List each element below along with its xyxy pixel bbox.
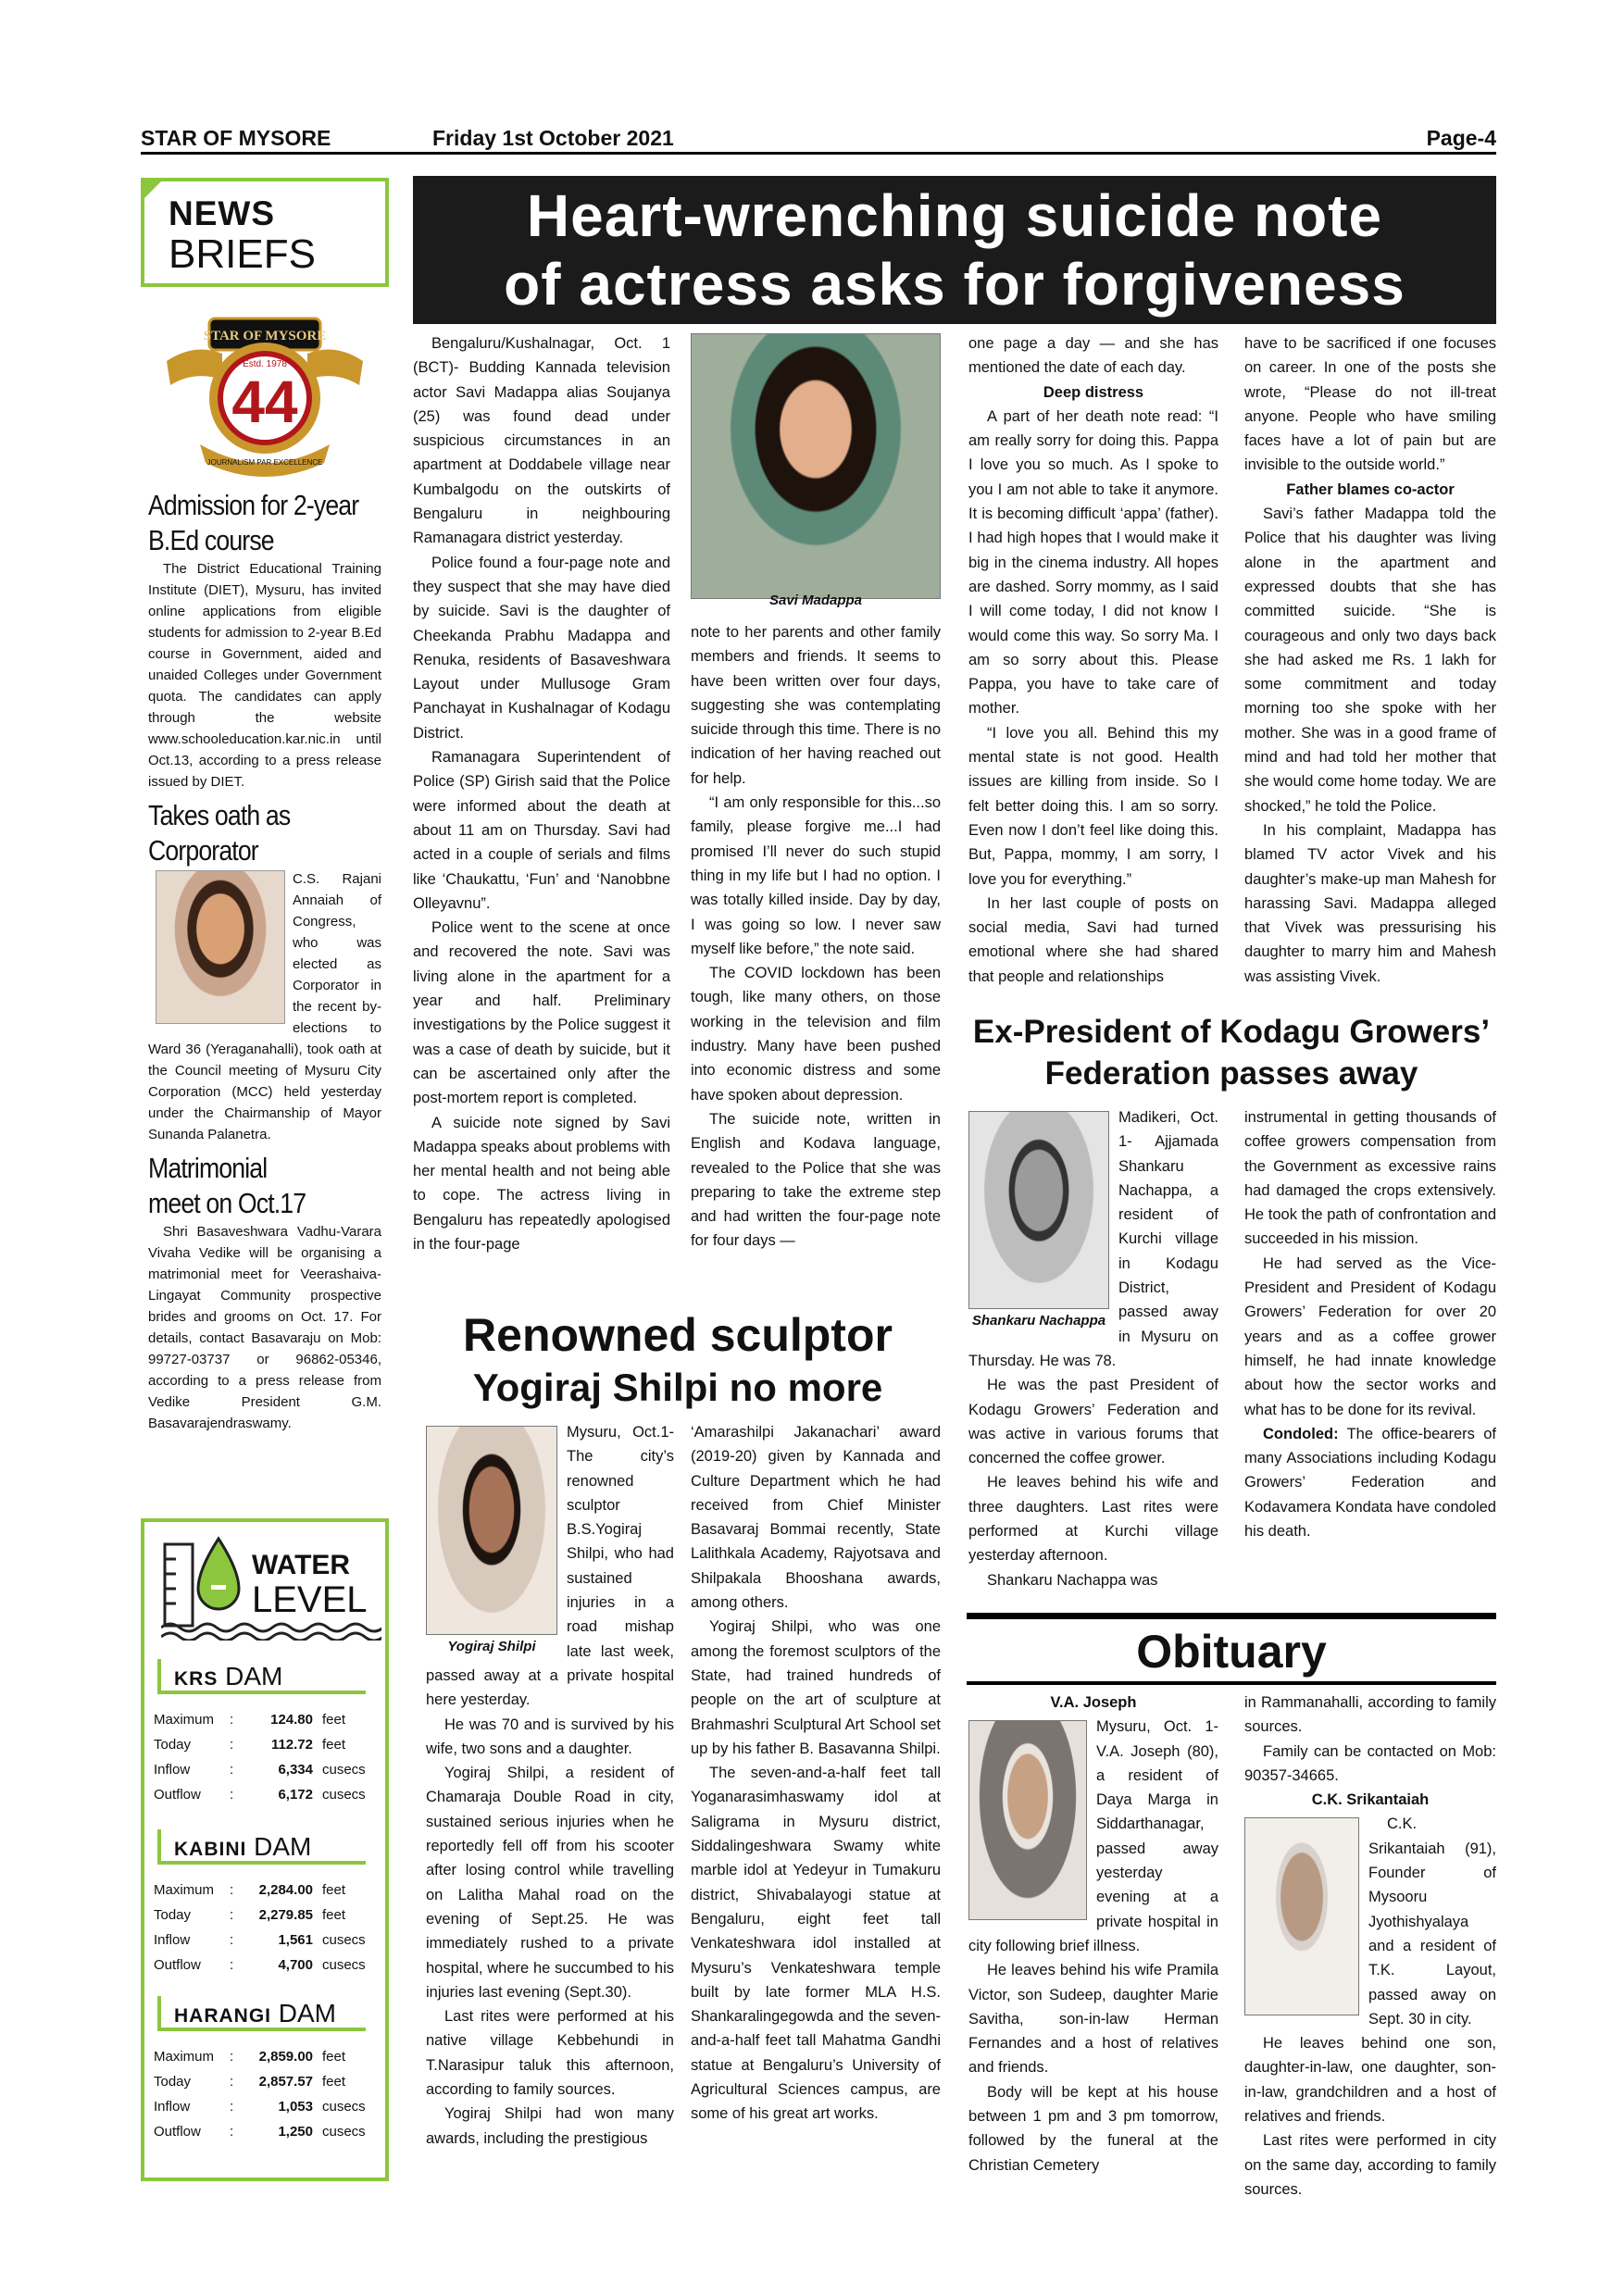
sculptor-subheadline: Yogiraj Shilpi no more (472, 1366, 883, 1409)
krs-dam (144, 1659, 385, 1807)
harangi-dam (144, 1996, 385, 2144)
dam-title: KABINI DAM (157, 1829, 366, 1865)
subhead-deep-distress: Deep distress (1043, 383, 1144, 401)
obituary-col-1: V.A. Joseph Mysuru, Oct. 1- V.A. Joseph (80), a resident of Daya Marga in Siddarthanagar, passed away yesterday evening at a private hospital in city following brief illness. He leaves behind his wife Pramila Victor, son Sudeep, daughter Marie Savitha, son-in-law Herman Fernandes and a host of relatives and friends. Body will be kept at his house between 1 pm and 3 pm tomorrow, followed by the funeral at the Christian Cemetery (968, 1691, 1218, 2177)
lead-col-3: one page a day — and she has mentioned the date of each day. Deep distress A part of her death note read: “I am really sorry for doing this. Pappa I love you so much. As I spoke to you I am not able to take it anymore. It is becoming difficult ‘appa’ (father). I had high hopes that I would make it big in the cinema industry. All hopes are dashed. Sorry mommy, as I said I will come today, I did not know I would come this way. So sorry Ma. I am so sorry about this. Please Pappa, you have to take care of mother. “I love you all. Behind this my mental state is not good. Health issues are killing from inside. So I felt better doing this. I am so sorry. Even now I don’t feel like doing this. But, Pappa, mommy, I am sorry, I love you for everything.” In her last couple of posts on social media, Savi had turned emotional where she had shared that people and relationships (968, 335, 1218, 985)
logo-estd: Estd. 1978 (243, 359, 287, 369)
photo-caption: Savi Madappa (768, 593, 863, 608)
kodagu-col-2: instrumental in getting thousands of coffee growers compensation from the Government as excessive rains had damaged the crops extensively. He took the path of confrontation and succeeded in his mission. He had served as the Vice-President and President of Kodagu Growers’ Federation for over 20 years and as a coffee grower himself, he had innate knowledge about how the sector works and what has to be done for its revival. Condoled: The office-bearers of many Associations including Kodagu Growers’ Federation and Kodavamera Kondata have condoled his death. (1244, 1109, 1496, 1541)
level-label: LEVEL (252, 1579, 368, 1620)
briefs-column (148, 486, 381, 1434)
dam-table (154, 1878, 366, 1978)
lead-col-4: have to be sacrificed if one focuses on career. In one of the posts she wrote, “Please do not ill-treat anyone. People who have smiling faces have a lot of pain but are invisible to the outside world.” Father blames co-actor Savi’s father Madappa told the Police that his daughter was living alone in the apartment and expressed doubts that she has committed suicide. “She is courageous and only two days back she had asked me Rs. 1 lakh for some commitment and today morning too she spoke with her mother. She was in a good frame of mind and had told her mother that she would come home today. We are shocked,” he told the Police. In his complaint, Madappa has blamed TV actor Vivek and his daughter’s make-up man Mahesh for harassing Savi. Madappa alleged that Vivek was pressurising his daughter to marry him and Mahesh was assisting Vivek. (1244, 335, 1496, 985)
brief1-title: Admission for 2-year B.Ed course (148, 489, 359, 556)
srikantaiah-photo (1244, 1817, 1359, 2015)
anniversary-logo (157, 306, 372, 481)
news-briefs-header (141, 178, 389, 287)
table-row: Maximum : 124.80 feet (154, 1712, 346, 1728)
savi-madappa-photo (691, 333, 941, 599)
obituary-col-2: in Rammanahalli, according to family sources. Family can be contacted on Mob: 90357-34665. C.K. Srikantaiah C.K. Srikantaiah (91), Founder of Mysooru Jyothishyalaya and a resident of T.K. Layout, passed away on Sept. 30 in city. He leaves behind one son, daughter-in-law, one daughter, son-in-law, grandchildren and a host of relatives and friends. Last rites were performed in city on the same day, according to family sources. (1244, 1694, 1496, 2198)
logo-title: STAR OF MYSORE (203, 329, 327, 343)
sculptor-headline: Renowned sculptor (463, 1309, 893, 1361)
page-number: Page-4 (1426, 126, 1496, 150)
news-label: NEWS (169, 194, 275, 232)
water-level-header (161, 1531, 381, 1641)
table-row: Inflow : 1,053 cusecs (154, 2099, 366, 2115)
lead-col-2: note to her parents and other family members and friends. It seems to have been written over four days, suggesting she was contemplating suicide through this time. There is no indication of her having reached out for help. “I am only responsible for this...so family, please forgive me...I had promised I’ll never do such stupid thing in my life but I had no option. I was totally killed inside. Day by day, I was going so low. I never saw myself like before,” the note said. The COVID lockdown has been tough, like many others, on those working in the television and film industry. Many have been pushed into economic distress and some have spoken about depression. The suicide note, written in English and Kodava language, revealed to the Police that she was preparing to take the extreme step and had written the four-page note for four days — (691, 624, 941, 1250)
table-row: Outflow : 4,700 cusecs (154, 1957, 366, 1973)
lead-headline: Heart-wrenching suicide note of actress asks for forgiveness (413, 176, 1496, 324)
kodagu-col-1: Shankaru Nachappa Madikeri, Oct. 1- Ajjamada Shankaru Nachappa, a resident of Kurchi village in Kodagu District, passed away in Mysuru on Thursday. He was 78. He was the past President of Kodagu Growers’ Federation and was active in various forums that concerned the coffee grower. He leaves behind his wife and three daughters. Last rites were performed at Kurchi village yesterday afternoon. Shankaru Nachappa was (968, 1109, 1218, 1589)
brief2-body: C.S. Rajani Annaiah of Congress, who was elected as Corporator in the recent by-elections to Ward 36 (Yeraganahalli), took oath at the Council meeting of Mysuru City Corporation (MCC) held yesterday under the Chairmanship of Mayor Sunanda Palanetra. (148, 871, 381, 1142)
water-level-box (141, 1518, 389, 2181)
dam-table (154, 1707, 366, 1807)
photo-caption: Shankaru Nachappa (971, 1313, 1106, 1329)
issue-date: Friday 1st October 2021 (432, 126, 674, 150)
paper-name: STAR OF MYSORE (141, 126, 331, 150)
table-row: Outflow : 1,250 cusecs (154, 2124, 366, 2140)
obituary-title-rule (967, 1681, 1496, 1685)
yogiraj-photo (426, 1426, 557, 1635)
water-label: WATER (252, 1550, 351, 1580)
dam-title: HARANGI DAM (157, 1996, 366, 2031)
subhead-father-blames: Father blames co-actor (1286, 480, 1455, 498)
table-row: Inflow : 1,561 cusecs (154, 1932, 366, 1948)
brief1-body: The District Educational Training Institute (DIET), Mysuru, has invited online applications from eligible students for admission to 2-year B.Ed course in Government, aided and unaided Colleges under Government quota. The candidates can apply through the website www.schooleducation.kar.nic.in until Oct.13, according to a press release issued by DIET. (148, 561, 381, 790)
photo-caption: Yogiraj Shilpi (447, 1639, 536, 1654)
lead-col-1: Bengaluru/Kushalnagar, Oct. 1 (BCT)- Budding Kannada television actor Savi Madappa alias Soujanya (25) was found dead under suspicious circumstances in an apartment at Doddabele village near Kumbalgodu on the outskirts of Bengaluru in neighbouring Ramanagara district yesterday. Police found a four-page note and they suspect that she may have died by suicide. Savi is the daughter of Cheekanda Prabhu Madappa and Renuka, residents of Basaveshwara Layout under Mullusoge Gram Panchayat in Kushalnagar of Kodagu District. Ramanagara Superintendent of Police (SP) Girish said that the Police were informed about the death at about 11 am on Thursday. Savi had acted in a couple of serials and films like ‘Chaukattu, ‘Fun’ and ‘Nanobbne Olleyavnu”. Police went to the scene at once and recovered the note. Savi was living alone in the apartment for a year and half. Preliminary investigations by the Police suggest it was a case of death by suicide, but it can be ascertained only after the post-mortem report is completed. A suicide note signed by Savi Madappa speaks about problems with her mental health and not being able to cope. The actress living in Bengaluru has repeatedly apologised in the four-page (413, 335, 670, 1253)
table-row: Maximum : 2,859.00 feet (154, 2049, 346, 2065)
nachappa-photo (968, 1111, 1109, 1309)
sculptor-col-1: Yogiraj Shilpi Mysuru, Oct.1- The city’s renowned sculptor B.S.Yogiraj Shilpi, who had sustained injuries in a road mishap late last week, passed away at a private hospital here yesterday. He was 70 and is survived by his wife, two sons and a daughter. Yogiraj Shilpi, a resident of Chamaraja Double Road in city, sustained serious injuries when he reportedly fell off from his scooter after losing control while travelling on Lalitha Mahal road on the evening of Sept.25. He was immediately rushed to a private hospital, where he succumbed to his injuries last evening (Sept.30). Last rites were performed at his native village Kebbehundi in T.Narasipur taluk this afternoon, according to family sources. Yogiraj Shilpi had won many awards, including the prestigious (426, 1424, 674, 2147)
sculptor-col-2: ‘Amarashilpi Jakanachari’ award (2019-20) given by Kannada and Culture Department which he had received from Chief Minister Basavaraj Bommai recently, State Lalithkala Academy, Rajyotsava and Shilpakala Bhooshana awards, among others. Yogiraj Shilpi, who was one among the foremost sculptors of the State, had trained hundreds of people on the art of sculpture at Brahmashri Sculptural Art School set up by his father B. Basavanna Shilpi. The seven-and-a-half feet tall Yoganarasimhaswamy idol at Saligrama in Mysuru district, Siddalingeshwara Swamy white marble idol at Yedeyur in Tumakuru district, Shivabalayogi statue at Bengaluru, eight feet tall Venkateshwara idol installed at Mysuru’s Venkateshwara temple built by late former MLA H.S. Shankaralingegowda and the seven-and-a-half feet tall Mahatma Gandhi statue at Bengaluru’s University of Agricultural Sciences campus, are some of his great art works. (691, 1424, 941, 2123)
masthead (141, 122, 1496, 156)
table-row: Inflow : 6,334 cusecs (154, 1762, 366, 1778)
kabini-dam (144, 1829, 385, 1978)
brief3-body: Shri Basaveshwara Vadhu-Varara Vivaha Vedike will be organising a matrimonial meet for Veerashaiva-Lingayat Community prospective brides and grooms on Oct. 17. For details, contact Basavaraju on Mob: 99727-03737 or 96862-05346, according to a press release from Vedike President G.M. Basavarajendraswamy. (148, 1224, 381, 1431)
table-row: Today : 2,857.57 feet (154, 2074, 346, 2090)
masthead-rule (141, 152, 1496, 155)
nachappa-photo-block (968, 1111, 1109, 1331)
dam-table (154, 2044, 366, 2144)
brief2-title: Takes oath as Corporator (148, 799, 291, 867)
obituary-top-rule (967, 1613, 1496, 1619)
table-row: Today : 112.72 feet (154, 1737, 346, 1753)
corner-triangle-icon (141, 178, 165, 202)
logo-ribbon: JOURNALISM PAR EXCELLENCE (206, 458, 323, 467)
obit-name-srikantaiah: C.K. Srikantaiah (1311, 1791, 1430, 1809)
kodagu-headline: Ex-President of Kodagu Growers’ Federation passes away (972, 1014, 1491, 1092)
table-row: Outflow : 6,172 cusecs (154, 1787, 366, 1803)
obit-name-joseph: V.A. Joseph (1050, 1694, 1137, 1711)
obituary-title: Obituary (1136, 1626, 1327, 1678)
table-row: Maximum : 2,284.00 feet (154, 1882, 346, 1898)
logo-number: 44 (231, 368, 298, 435)
brief3-title: Matrimonial meet on Oct.17 (148, 1152, 306, 1219)
briefs-label: BRIEFS (169, 231, 316, 277)
dam-title: KRS DAM (157, 1659, 366, 1694)
table-row: Today : 2,279.85 feet (154, 1907, 346, 1923)
corporator-photo (156, 870, 285, 1024)
yogiraj-photo-block (426, 1426, 557, 1661)
joseph-photo (968, 1720, 1087, 1920)
